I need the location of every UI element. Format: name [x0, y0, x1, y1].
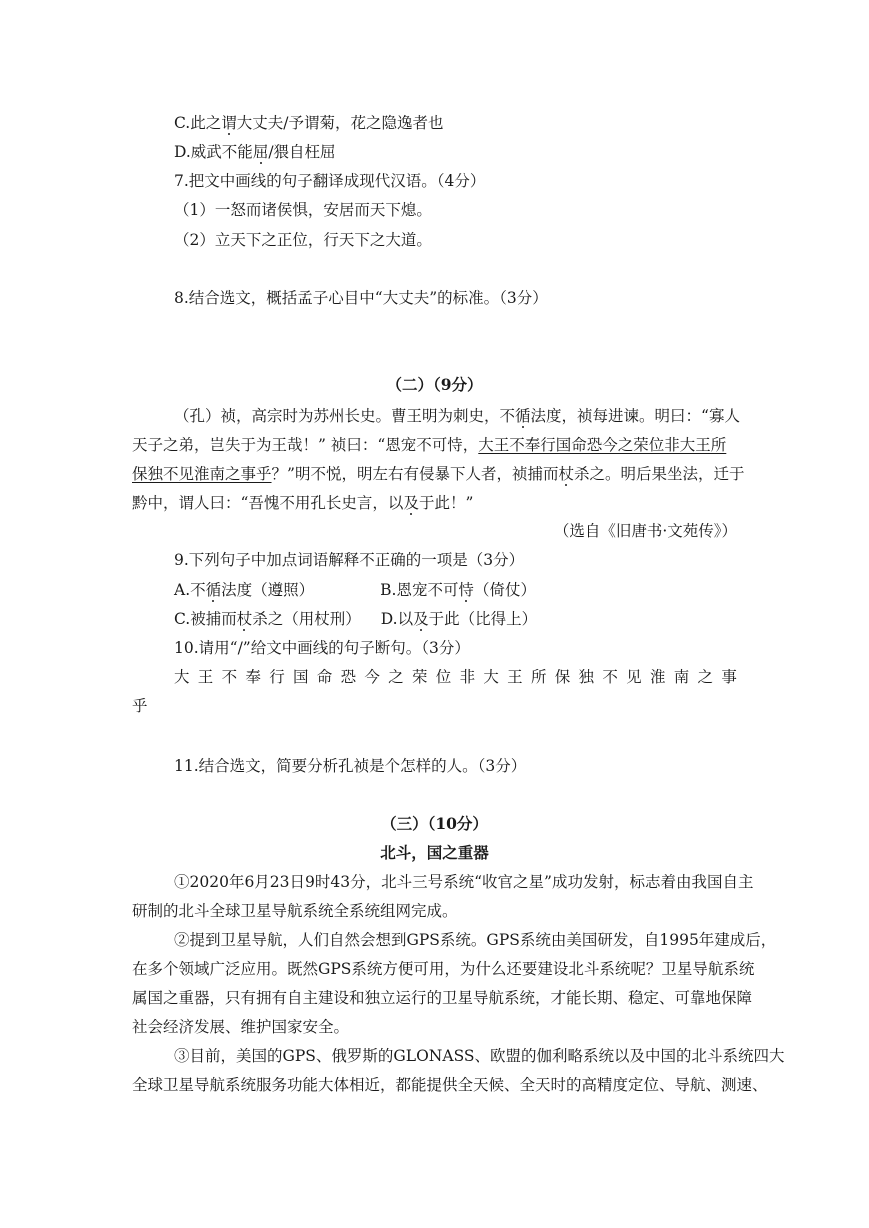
question-10-char: 命: [316, 668, 333, 686]
question-9-option-a: A.不循法度（遵照）: [174, 581, 315, 599]
question-10-char: 独: [578, 668, 595, 686]
emphasis-dot-mark: 循: [515, 407, 531, 425]
article-title: 北斗，国之重器: [380, 843, 489, 862]
article-p3-line-1: ③目前，美国的GPS、俄罗斯的GLONASS、欧盟的伽利略系统以及中国的北斗系统四大: [174, 1047, 785, 1065]
question-10-char: 大: [483, 668, 499, 686]
question-10-char: 荣: [411, 668, 428, 686]
passage-2-line-2-text: 天子之弟，岂失于为王哉！” 祯曰：“恩宠不可恃，: [132, 436, 479, 454]
question-10-char: 王: [507, 668, 523, 686]
article-p2-line-3: 属国之重器，只有拥有自主建设和独立运行的卫星导航系统，才能长期、稳定、可靠地保障: [132, 989, 753, 1007]
question-10-char: 事: [721, 668, 737, 686]
passage-2-line-4: 黔中，谓人曰：“吾愧不用孔长史言，以及于此！”: [132, 494, 474, 512]
question-10-char: 之: [388, 668, 404, 686]
question-11: 11.结合选文，简要分析孔祯是个怎样的人。（3分）: [174, 757, 527, 775]
emphasis-dot-mark: 杖: [558, 465, 574, 483]
passage-2-line-3: [132, 463, 744, 485]
question-10-sentence: [174, 666, 737, 688]
question-8: 8.结合选文，概括孟子心目中“大丈夫”的标准。（3分）: [174, 289, 548, 307]
passage-2-line-3-text: ？”明不悦，明左右有侵暴下人者，祯捕而杖杀之。明后果坐法，迁于: [271, 465, 745, 483]
emphasis-dot-mark: 及: [403, 494, 419, 512]
article-p3-line-2: 全球卫星导航系统服务功能大体相近，都能提供全天候、全天时的高精度定位、导航、测速、: [132, 1076, 768, 1094]
emphasis-dot-mark: 及: [413, 610, 429, 628]
section-3-heading: （三）（10分）: [381, 814, 488, 833]
question-10-char: 所: [530, 668, 547, 686]
question-10-char: 今: [364, 668, 380, 686]
question-10-char: 不: [221, 668, 238, 686]
emphasis-dot-mark: 恃: [458, 581, 474, 599]
emphasis-dot-mark: 循: [205, 581, 222, 599]
question-10-char: 南: [673, 668, 690, 686]
passage-2-line-2: [132, 434, 726, 456]
emphasis-dot-mark: 屈: [252, 143, 269, 161]
article-p1-line-2: 研制的北斗全球卫星导航系统全系统组网完成。: [132, 902, 458, 920]
question-9-option-b: B.恩宠不可恃（倚仗）: [380, 581, 537, 599]
question-10-char: 行: [269, 668, 285, 686]
question-7-item-1: （1）一怒而诸侯惧，安居而天下熄。: [174, 201, 432, 219]
emphasis-dot-mark: 谓: [221, 114, 237, 132]
question-10-char: 位: [435, 668, 452, 686]
passage-2-source: （选自《旧唐书·文苑传》）: [553, 522, 737, 540]
question-9-options-ab: [174, 579, 536, 601]
section-2-heading: （二）（9分）: [386, 375, 483, 394]
question-7: 7.把文中画线的句子翻译成现代汉语。（4分）: [174, 172, 486, 190]
question-10-char: 王: [197, 668, 214, 686]
underlined-sentence-part-2: 保独不见淮南之事乎: [132, 465, 272, 483]
passage-2-line-1: （孔）祯，高宗时为苏州长史。曹王明为刺史，不循法度，祯每进谏。明曰：“寡人: [174, 407, 740, 425]
question-10-sentence-end: 乎: [132, 697, 148, 715]
article-p2-line-2: 在多个领域广泛应用。既然GPS系统方便可用，为什么还要建设北斗系统呢？卫星导航系统: [132, 960, 755, 978]
question-10-char: 不: [602, 668, 618, 686]
emphasis-dot-mark: 杖: [236, 610, 253, 628]
question-10-char: 非: [459, 668, 476, 686]
article-p1-line-1: ①2020年6月23日9时43分，北斗三号系统“收官之星”成功发射，标志着由我国自主: [174, 873, 754, 891]
question-10: 10.请用“/”给文中画线的句子断句。（3分）: [174, 639, 470, 657]
question-9-option-d: D.以及于此（比得上）: [380, 610, 538, 628]
question-9: 9.下列句子中加点词语解释不正确的一项是（3分）: [174, 551, 525, 569]
question-7-item-2: （2）立天下之正位，行天下之大道。: [174, 231, 432, 249]
question-10-char: 恐: [340, 668, 357, 686]
option-d: D.威武不能屈/猥自枉屈: [174, 143, 336, 161]
option-c: C.此之谓大丈夫/予谓菊，花之隐逸者也: [174, 114, 444, 132]
question-10-char: 奉: [245, 668, 261, 686]
question-10-char: 之: [697, 668, 714, 686]
article-p2-line-1: ②提到卫星导航，人们自然会想到GPS系统。GPS系统由美国研发，自1995年建成后，: [174, 931, 777, 949]
question-10-char: 大: [174, 668, 190, 686]
question-10-char: 保: [554, 668, 571, 686]
question-9-options-cd: [174, 608, 537, 630]
question-10-char: 见: [626, 668, 642, 686]
question-9-option-c: C.被捕而杖杀之（用杖刑）: [174, 610, 361, 628]
underlined-sentence-part-1: 大王不奉行国命恐今之荣位非大王所: [478, 436, 727, 454]
article-p2-line-4: 社会经济发展、维护国家安全。: [132, 1018, 350, 1036]
question-10-char: 淮: [649, 668, 666, 686]
question-10-char: 国: [292, 668, 309, 686]
